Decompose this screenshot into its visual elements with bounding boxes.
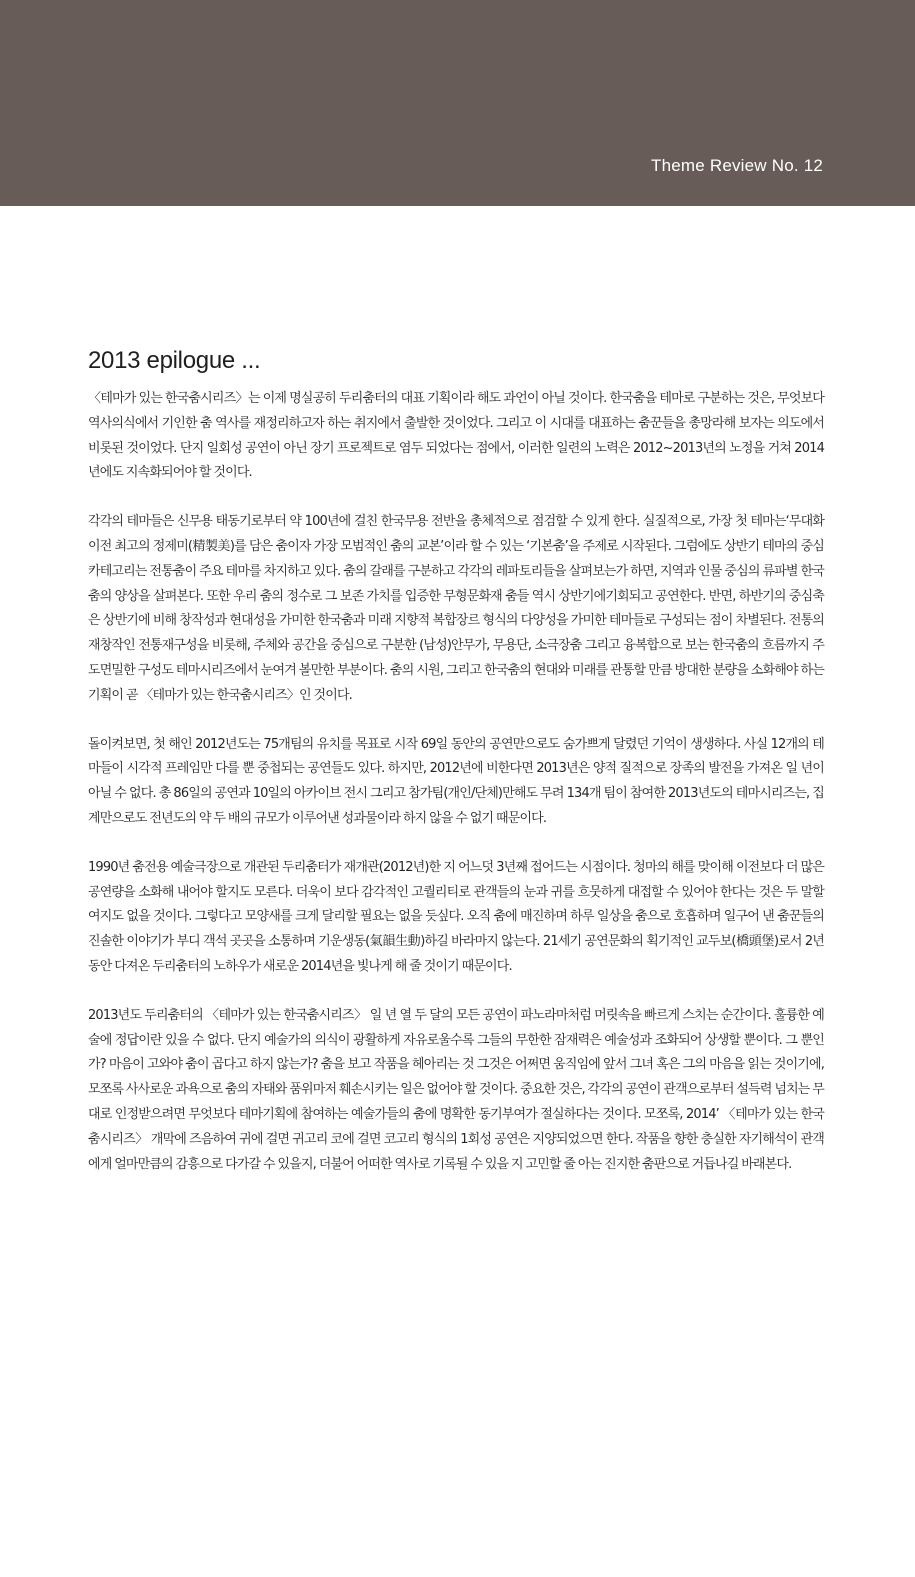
article-body [88,344,824,1201]
paragraph-4: 1990년 춤전용 예술극장으로 개관된 두리춤터가 재개관(2012년)한 지 어느덧 3년째 접어드는 시점이다. 청마의 해를 맞이해 이전보다 더 많은 공연량을 소화해 내어야 할지도 모른다. 더욱이 보다 감각적인 고퀄리티로 관객들의 눈과 귀를 흐뭇하게 대접할 수 있어야 한다는 것은 두 말할 여지도 없을 것이다. 그렇다고 모양새를 크게 달리할 필요는 없을 듯싶다. 오직 춤에 매진하며 하루 일상을 춤으로 호흡하며 일구어 낸 춤꾼들의 진솔한 이야기가 부디 객석 곳곳을 소통하며 기운생동(氣韻生動)하길 바라마지 않는다. 21세기 공연문화의 획기적인 교두보(橋頭堡)로서 2년 동안 다져온 두리춤터의 노하우가 새로운 2014년을 빛나게 해 줄 것이기 때문이다. [88,859,824,974]
paragraph-2: 각각의 테마들은 신무용 태동기로부터 약 100년에 걸친 한국무용 전반을 총체적으로 점검할 수 있게 한다. 실질적으로, 가장 첫 테마는‘무대화 이전 최고의 정제미(精製美)를 담은 춤이자 가장 모범적인 춤의 교본’이라 할 수 있는 ‘기본춤’을 주제로 시작된다. 그럼에도 상반기 테마의 중심 카테고리는 전통춤이 주요 테마를 차지하고 있다. 춤의 갈래를 구분하고 각각의 레파토리들을 살펴보는가 하면, 지역과 인물 중심의 류파별 한국춤의 양상을 살펴본다. 또한 우리 춤의 정수로 그 보존 가치를 입증한 무형문화재 춤들 역시 상반기에기회되고 공연한다. 반면, 하반기의 중심축은 상반기에 비해 창작성과 현대성을 가미한 한국춤과 미래 지향적 복합장르 형식의 다양성을 가미한 테마들로 구성되는 점이 차별된다. 전통의 재창작인 전통재구성을 비롯해, 주체와 공간을 중심으로 구분한 (남성)안무가, 무용단, 소극장춤 그리고 융복합으로 보는 한국춤의 흐름까지 주도면밀한 구성도 테마시리즈에서 눈여겨 볼만한 부분이다. 춤의 시원, 그리고 한국춤의 현대와 미래를 관통할 만큼 방대한 분량을 소화해야 하는 기획이 곧 〈테마가 있는 한국춤시리즈〉인 것이다. [88,514,824,703]
paragraph-1: 〈테마가 있는 한국춤시리즈〉는 이제 명실공히 두리춤터의 대표 기획이라 해도 과언이 아닐 것이다. 한국춤을 테마로 구분하는 것은, 무엇보다 역사의식에서 기인한 춤 역사를 재정리하고자 하는 취지에서 출발한 것이었다. 그리고 이 시대를 대표하는 춤꾼들을 총망라해 보자는 의도에서 비롯된 것이었다. 단지 일회성 공연이 아닌 장기 프로젝트로 염두 되었다는 점에서, 이러한 일련의 노력은 2012~2013년의 노정을 거쳐 2014년에도 지속화되어야 할 것이다. [88,391,824,481]
section-heading: 2013 epilogue ... [88,347,261,374]
paragraph-3: 돌이켜보면, 첫 해인 2012년도는 75개팀의 유치를 목표로 시작 69일 동안의 공연만으로도 숨가쁘게 달렸던 기억이 생생하다. 사실 12개의 테마들이 시각적 프레임만 다를 뿐 중첩되는 공연들도 있다. 하지만, 2012년에 비한다면 2013년은 양적 질적으로 장족의 발전을 가져온 일 년이 아닐 수 없다. 총 86일의 공연과 10일의 아카이브 전시 그리고 참가팀(개인/단체)만해도 무려 134개 팀이 참여한 2013년도의 테마시리즈는, 집계만으로도 전년도의 약 두 배의 규모가 이루어낸 성과물이라 하지 않을 수 없기 때문이다. [88,736,824,826]
header-band [0,0,915,206]
header-title: Theme Review No. 12 [651,156,823,175]
paragraph-5: 2013년도 두리춤터의 〈테마가 있는 한국춤시리즈〉 일 년 열 두 달의 모든 공연이 파노라마처럼 머릿속을 빠르게 스치는 순간이다. 훌륭한 예술에 정답이란 있을 수 없다. 단지 예술가의 의식이 광활하게 자유로울수록 그들의 무한한 잠재력은 예술성과 조화되어 상생할 뿐이다. 그 뿐인가? 마음이 고와야 춤이 곱다고 하지 않는가? 춤을 보고 작품을 헤아리는 것 그것은 어쩌면 움직임에 앞서 그녀 혹은 그의 마음을 읽는 것이기에, 모쪼록 사사로운 과욕으로 춤의 자태와 품위마저 훼손시키는 일은 없어야 할 것이다. 중요한 것은, 각각의 공연이 관객으로부터 설득력 넘치는 무대로 인정받으려면 무엇보다 테마기획에 참여하는 예술가들의 춤에 명확한 동기부여가 절실하다는 것이다. 모쪼록, 2014’ 〈테마가 있는 한국춤시리즈〉 개막에 즈음하여 귀에 걸면 귀고리 코에 걸면 코고리 형식의 1회성 공연은 지양되었으면 한다. 작품을 향한 충실한 자기해석이 관객에게 얼마만큼의 감흥으로 다가갈 수 있을지, 더불어 어떠한 역사로 기록될 수 있을 지 고민할 줄 아는 진지한 춤판으로 거듭나길 바래본다. [88,1007,824,1172]
